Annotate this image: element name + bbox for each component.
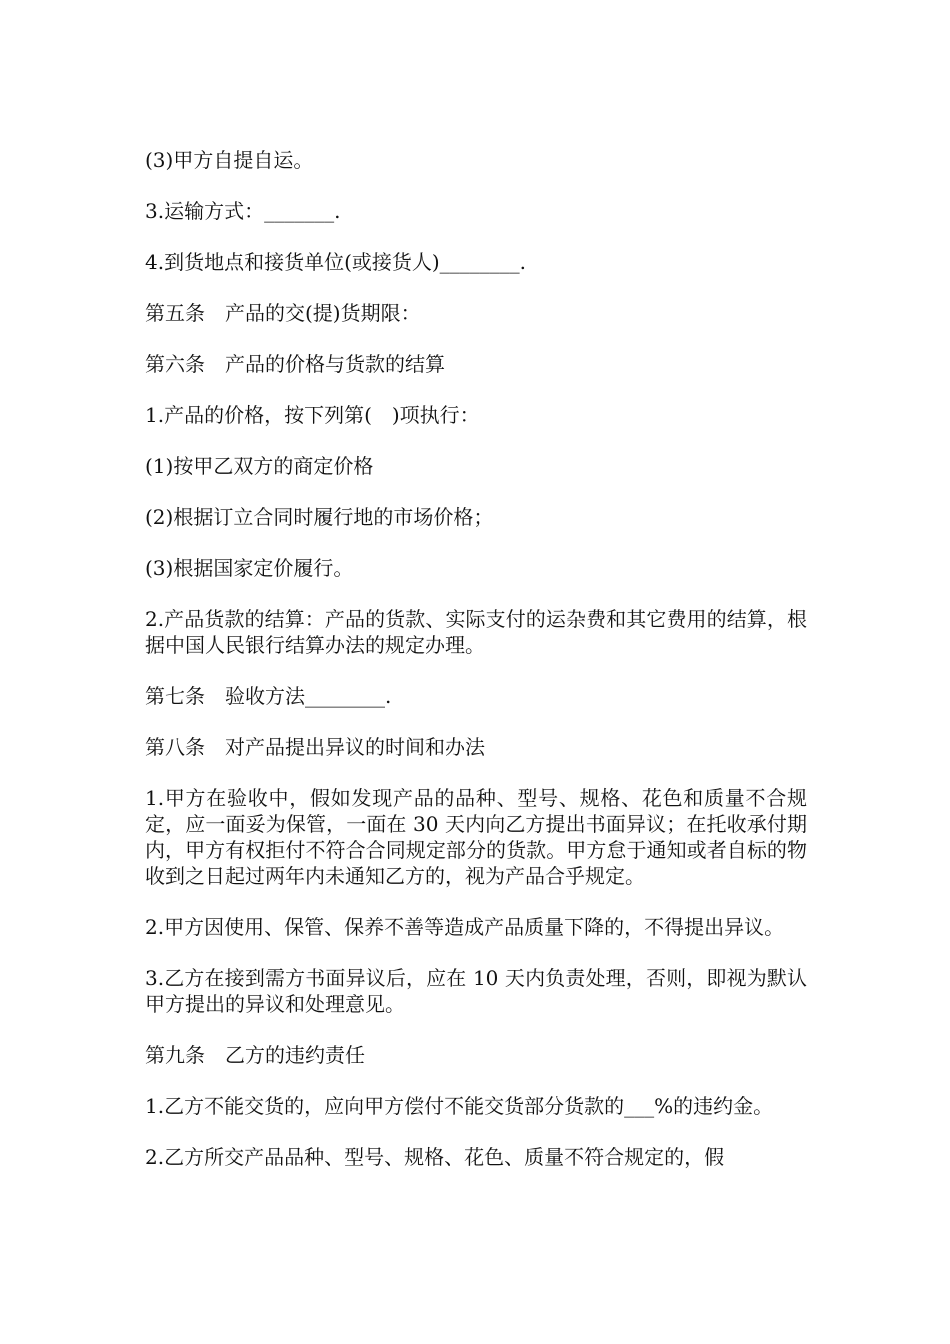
article-9-heading: 第九条 乙方的违约责任 — [145, 1043, 365, 1067]
article-5-heading: 第五条 产品的交(提)货期限： — [145, 301, 421, 325]
paragraph-transport-method: 3.运输方式：_______. — [145, 199, 341, 223]
paragraph-agreed-price: (1)按甲乙双方的商定价格 — [145, 454, 374, 478]
paragraph-improper-use: 2.甲方因使用、保管、保养不善等造成产品质量下降的，不得提出异议。 — [145, 915, 785, 939]
paragraph-payment-settlement: 2.产品货款的结算：产品的货款、实际支付的运杂费和其它费用的结算，根据中国人民银行结算办法的规定办理。 — [145, 607, 807, 657]
article-6-heading: 第六条 产品的价格与货款的结算 — [145, 352, 445, 376]
article-8-heading: 第八条 对产品提出异议的时间和办法 — [145, 735, 485, 759]
document-body — [145, 147, 807, 1195]
paragraph-market-price: (2)根据订立合同时履行地的市场价格； — [145, 505, 494, 529]
paragraph-price-option: 1.产品的价格，按下列第( )项执行： — [145, 403, 480, 427]
paragraph-inspection-objection: 1.甲方在验收中，假如发现产品的品种、型号、规格、花色和质量不合规定，应一面妥为保管，一面在 30 天内向乙方提出书面异议；在托收承付期内，甲方有权拒付不符合合同规定部分的货款。甲方怠于通知或者自标的物收到之日起过两年内未通知乙方的，视为产品合乎规定。 — [145, 786, 807, 888]
paragraph-state-price: (3)根据国家定价履行。 — [145, 556, 354, 580]
paragraph-delivery-location: 4.到货地点和接货单位(或接货人)________. — [145, 250, 527, 274]
paragraph-objection-handling: 3.乙方在接到需方书面异议后，应在 10 天内负责处理，否则，即视为默认甲方提出的异议和处理意见。 — [145, 966, 807, 1016]
paragraph-self-pickup: (3)甲方自提自运。 — [145, 148, 314, 172]
paragraph-non-delivery-penalty: 1.乙方不能交货的，应向甲方偿付不能交货部分货款的___%的违约金。 — [145, 1094, 774, 1118]
article-7-heading: 第七条 验收方法________. — [145, 684, 392, 708]
paragraph-nonconforming-products: 2.乙方所交产品品种、型号、规格、花色、质量不符合规定的，假 — [145, 1145, 725, 1169]
